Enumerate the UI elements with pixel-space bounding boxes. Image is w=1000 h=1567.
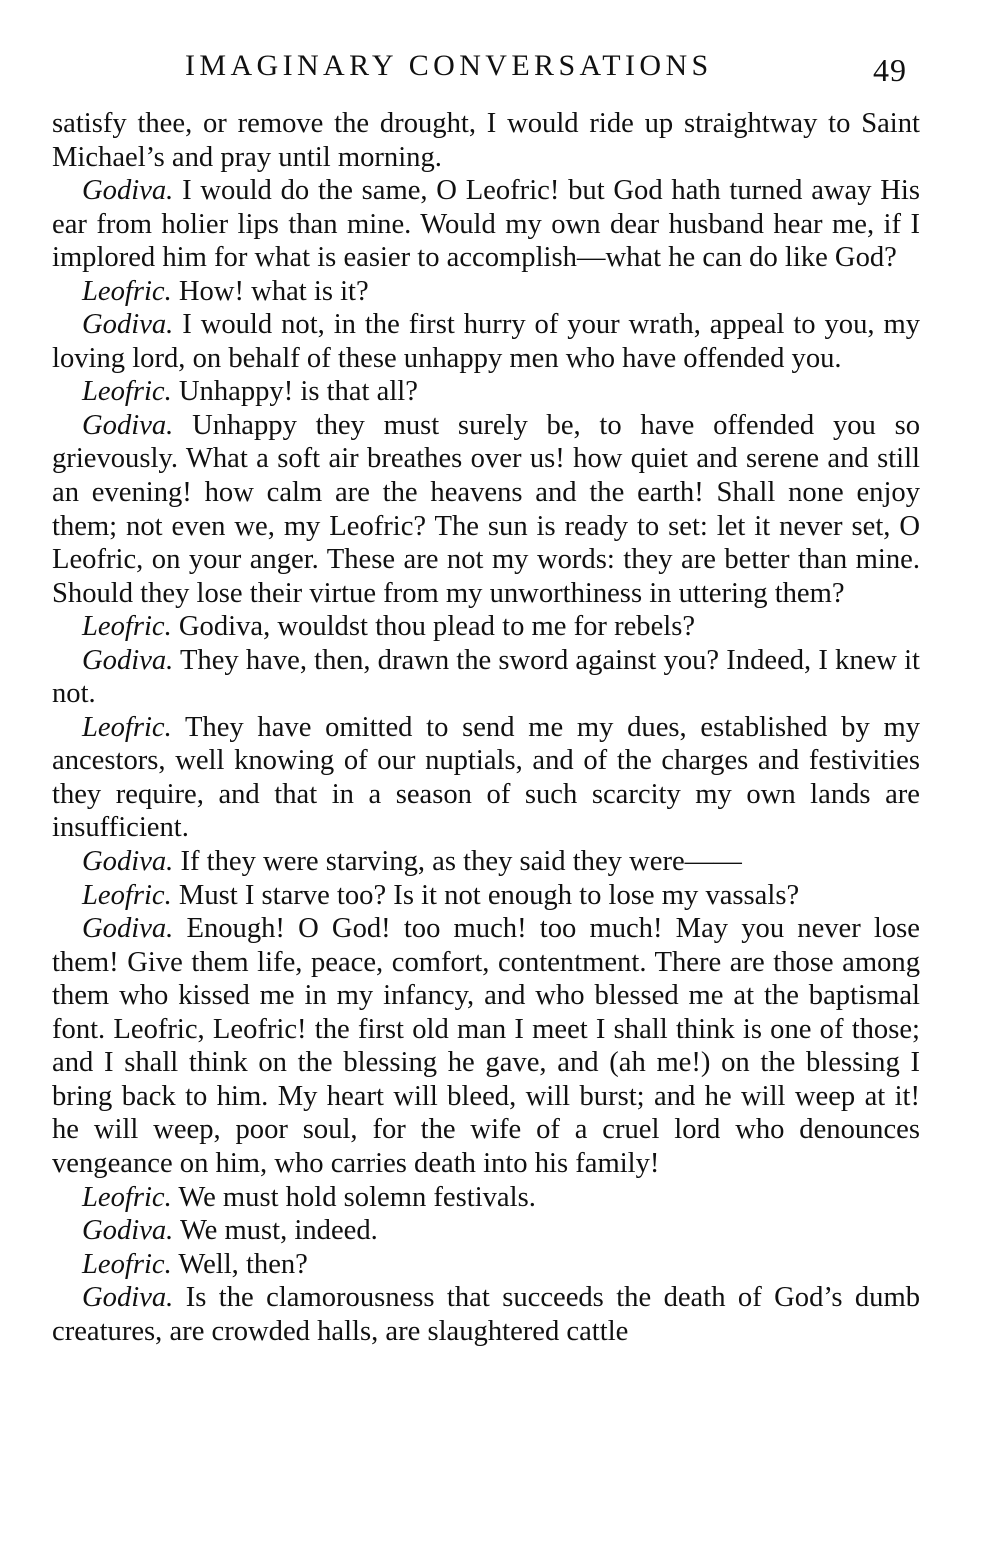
dialogue-text: Must I starve too? Is it not enough to lose my vassals? xyxy=(171,879,800,911)
paragraph xyxy=(52,711,920,845)
speaker-name: Leofric. xyxy=(82,611,172,643)
paragraph xyxy=(52,610,920,644)
dialogue-text: satisfy thee, or remove the drought, I would ride up straightway to Saint Michael’s and pray until morning. xyxy=(52,108,920,173)
speaker-name: Godiva. xyxy=(82,644,174,676)
paragraph xyxy=(52,1281,920,1348)
body-text xyxy=(52,107,920,1348)
speaker-name: Leofric. xyxy=(82,275,172,307)
paragraph xyxy=(52,1214,920,1248)
dialogue-text: Is the clamorousness that succeeds the death of God’s dumb creatures, are crowded halls, are slaughtered cattle xyxy=(52,1282,920,1347)
speaker-name: Godiva. xyxy=(82,175,174,207)
page-number: 49 xyxy=(873,52,907,88)
paragraph xyxy=(52,275,920,309)
speaker-name: Godiva. xyxy=(82,309,174,341)
paragraph xyxy=(52,375,920,409)
paragraph xyxy=(52,845,920,879)
speaker-name: Leofric. xyxy=(82,879,172,911)
dialogue-text: We must, indeed. xyxy=(173,1215,378,1247)
paragraph xyxy=(52,174,920,275)
running-title: IMAGINARY CONVERSATIONS xyxy=(185,49,713,82)
dialogue-text: They have omitted to send me my dues, established by my ancestors, well knowing of our nuptials, and of the charges and festivities they require, and that in a season of such scarcity my own lands are insufficient. xyxy=(52,711,920,844)
speaker-name: Godiva. xyxy=(82,1282,174,1314)
paragraph xyxy=(52,1248,920,1282)
dialogue-text: Godiva, wouldst thou plead to me for rebels? xyxy=(171,611,696,643)
dialogue-text: We must hold solemn festivals. xyxy=(171,1181,536,1213)
speaker-name: Leofric. xyxy=(82,376,172,408)
paragraph xyxy=(52,409,920,610)
dialogue-text: Unhappy they must surely be, to have offended you so grievously. What a soft air breathes over us! how quiet and serene and still an evening! how calm are the heavens and the earth! Shall none enjoy them; not even we, my Leofric? The sun is ready to set: let it never set, O Leofric, on your anger. These are not my words: they are better than mine. Should they lose their virtue from my unworthiness in uttering them? xyxy=(52,409,920,609)
paragraph xyxy=(52,912,920,1180)
dialogue-text: Enough! O God! too much! too much! May you never lose them! Give them life, peace, comfort, contentment. There are those among them who kissed me in my infancy, and who blessed me at the baptismal font. Leofric, Leofric! the first old man I meet I shall think is one of those; and I shall think on the blessing he gave, and (ah me!) on the blessing I bring back to him. My heart will bleed, will burst; and he will weep at it! he will weep, poor soul, for the wife of a cruel lord who denounces vengeance on him, who carries death into his family! xyxy=(52,913,920,1179)
speaker-name: Godiva. xyxy=(82,1215,174,1247)
dialogue-text: They have, then, drawn the sword against you? Indeed, I knew it not. xyxy=(52,644,920,710)
speaker-name: Leofric. xyxy=(82,1181,172,1213)
speaker-name: Godiva. xyxy=(82,846,174,878)
speaker-name: Leofric. xyxy=(82,1248,172,1280)
dialogue-text: I would do the same, O Leofric! but God hath turned away His ear from holier lips than mine. Would my own dear husband hear me, if I implored him for what is easier to accomplish—what he can do like God? xyxy=(52,175,920,274)
speaker-name: Godiva. xyxy=(82,913,174,945)
speaker-name: Leofric. xyxy=(82,711,172,743)
speaker-name: Godiva. xyxy=(82,409,174,441)
paragraph xyxy=(52,644,920,711)
paragraph xyxy=(52,879,920,913)
dialogue-text: Well, then? xyxy=(171,1248,308,1280)
dialogue-text: If they were starving, as they said they were—— xyxy=(173,846,742,878)
paragraph xyxy=(52,1181,920,1215)
dialogue-text: How! what is it? xyxy=(171,275,369,307)
paragraph xyxy=(52,308,920,375)
dialogue-text: I would not, in the first hurry of your wrath, appeal to you, my loving lord, on behalf of these unhappy men who have offended you. xyxy=(52,309,920,374)
paragraph xyxy=(52,107,920,174)
dialogue-text: Unhappy! is that all? xyxy=(171,376,418,408)
